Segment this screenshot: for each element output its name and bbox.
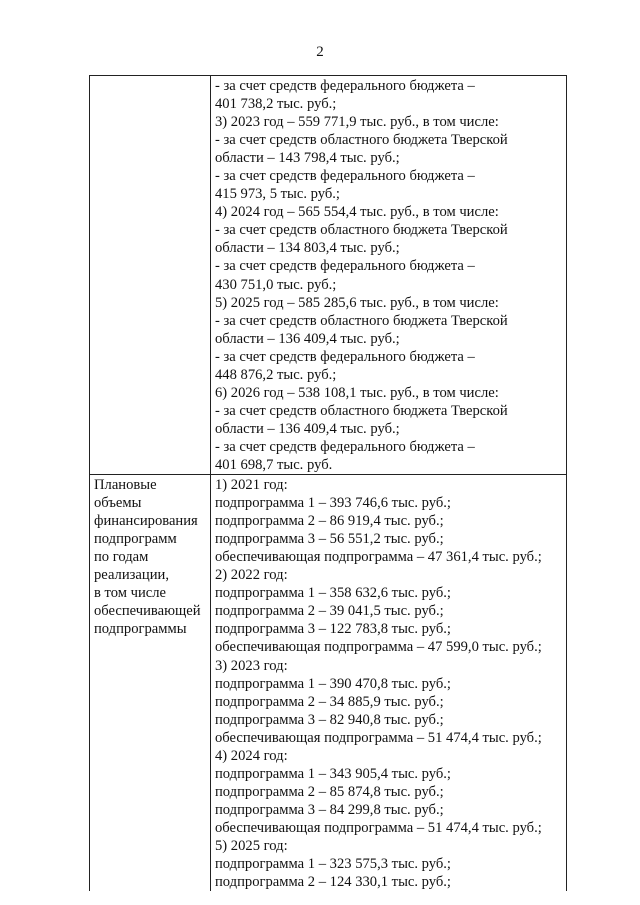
row2-left-cell <box>90 475 211 892</box>
text-line: подпрограмма 1 – 323 575,3 тыс. руб.; <box>215 856 451 873</box>
text-line: подпрограмма 2 – 86 919,4 тыс. руб.; <box>215 513 444 530</box>
text-line: по годам <box>94 549 149 566</box>
text-line: 448 876,2 тыс. руб.; <box>215 366 337 383</box>
text-line: - за счет средств федерального бюджета – <box>215 348 475 365</box>
text-line: подпрограмма 3 – 56 551,2 тыс. руб.; <box>215 531 444 548</box>
text-line: области – 136 409,4 тыс. руб.; <box>215 420 400 437</box>
text-line: обеспечивающая подпрограмма – 47 361,4 тыс. руб.; <box>215 549 542 566</box>
text-line: обеспечивающая подпрограмма – 51 474,4 тыс. руб.; <box>215 729 542 746</box>
text-line: подпрограмма 3 – 84 299,8 тыс. руб.; <box>215 801 444 818</box>
text-line: подпрограмма 1 – 390 470,8 тыс. руб.; <box>215 675 451 692</box>
text-line: - за счет средств областного бюджета Тверской <box>215 312 508 329</box>
text-line: - за счет средств областного бюджета Тверской <box>215 132 508 149</box>
text-line: - за счет средств федерального бюджета – <box>215 258 475 275</box>
text-line: 6) 2026 год – 538 108,1 тыс. руб., в том числе: <box>215 384 499 401</box>
text-line: 5) 2025 год – 585 285,6 тыс. руб., в том числе: <box>215 294 499 311</box>
text-line: области – 134 803,4 тыс. руб.; <box>215 240 400 257</box>
text-line: 5) 2025 год: <box>215 837 288 854</box>
text-line: финансирования <box>94 513 198 530</box>
text-line: подпрограмма 3 – 122 783,8 тыс. руб.; <box>215 621 451 638</box>
page-number: 2 <box>316 44 324 60</box>
text-line: 401 738,2 тыс. руб.; <box>215 96 337 113</box>
text-line: 415 973, 5 тыс. руб.; <box>215 186 340 203</box>
text-line: обеспечивающая подпрограмма – 51 474,4 тыс. руб.; <box>215 819 542 836</box>
text-line: подпрограмма 2 – 124 330,1 тыс. руб.; <box>215 874 451 891</box>
text-line: 401 698,7 тыс. руб. <box>215 456 333 473</box>
text-line: подпрограмма 2 – 39 041,5 тыс. руб.; <box>215 603 444 620</box>
row2-right-cell <box>211 475 567 892</box>
text-line: подпрограмма 1 – 358 632,6 тыс. руб.; <box>215 585 451 602</box>
table-row <box>90 76 567 475</box>
text-line: 4) 2024 год – 565 554,4 тыс. руб., в том числе: <box>215 204 499 221</box>
text-line: обеспечивающей <box>94 603 201 620</box>
text-line: 3) 2023 год – 559 771,9 тыс. руб., в том числе: <box>215 114 499 131</box>
text-line: подпрограмма 2 – 85 874,8 тыс. руб.; <box>215 783 444 800</box>
row1-right-cell <box>211 76 567 475</box>
text-line: области – 136 409,4 тыс. руб.; <box>215 330 400 347</box>
text-line: Плановые <box>94 477 157 494</box>
text-line: - за счет средств областного бюджета Тверской <box>215 222 508 239</box>
text-line: реализации, <box>94 567 169 584</box>
text-line: 4) 2024 год: <box>215 747 288 764</box>
text-line: подпрограмма 3 – 82 940,8 тыс. руб.; <box>215 711 444 728</box>
text-line: 430 751,0 тыс. руб.; <box>215 276 337 293</box>
text-line: в том числе <box>94 585 167 602</box>
text-line: подпрограмма 2 – 34 885,9 тыс. руб.; <box>215 693 444 710</box>
text-line: 2) 2022 год: <box>215 567 288 584</box>
text-line: - за счет средств федерального бюджета – <box>215 168 475 185</box>
text-line: подпрограмм <box>94 531 177 548</box>
text-line: - за счет средств федерального бюджета – <box>215 78 475 94</box>
text-line: подпрограмма 1 – 393 746,6 тыс. руб.; <box>215 495 451 512</box>
text-line: - за счет средств федерального бюджета – <box>215 438 475 455</box>
text-line: подпрограмма 1 – 343 905,4 тыс. руб.; <box>215 765 451 782</box>
text-line: 1) 2021 год: <box>215 477 288 494</box>
text-line: объемы <box>94 495 142 512</box>
text-line: обеспечивающая подпрограмма – 47 599,0 тыс. руб.; <box>215 639 542 656</box>
text-line: - за счет средств областного бюджета Тверской <box>215 402 508 419</box>
financing-table <box>89 75 567 891</box>
text-line: области – 143 798,4 тыс. руб.; <box>215 150 400 167</box>
row1-left-cell <box>90 76 211 475</box>
text-line: подпрограммы <box>94 621 187 638</box>
text-line: 3) 2023 год: <box>215 657 288 674</box>
table-row <box>90 475 567 892</box>
